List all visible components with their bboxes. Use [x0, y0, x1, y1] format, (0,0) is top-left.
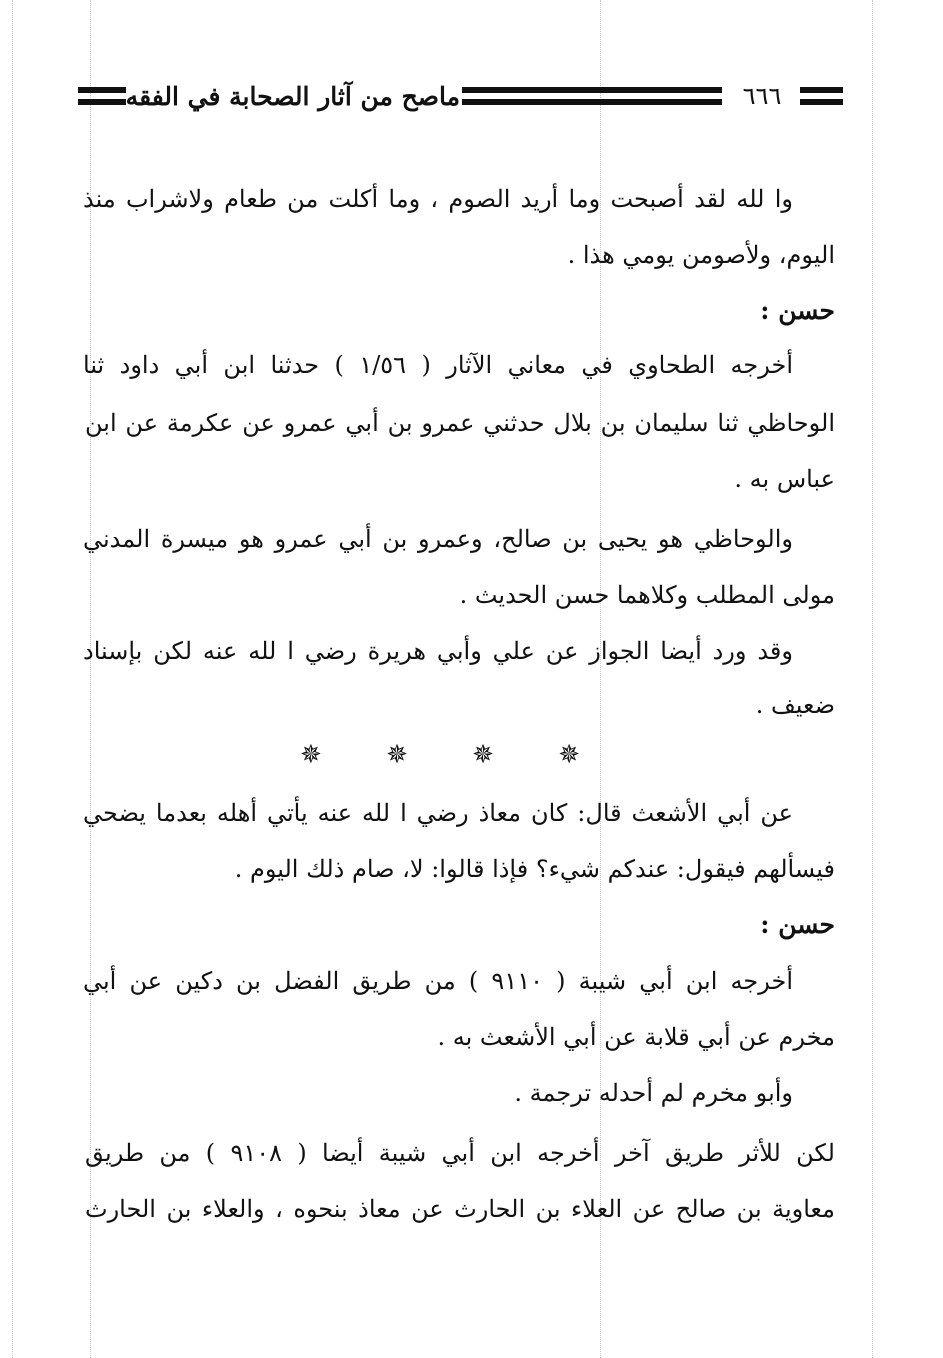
text-line: الوحاظي ثنا سليمان بن بلال حدثني عمرو بن أبي عمرو عن عكرمة عن ابن	[85, 409, 835, 437]
header-rule	[800, 99, 843, 105]
text-line: أخرجه ابن أبي شيبة ( ٩١١٠ ) من طريق الفضل بن دكين عن أبي	[83, 967, 793, 995]
text-line: معاوية بن صالح عن العلاء بن الحارث عن معاذ بنحوه ، والعلاء بن الحارث	[85, 1195, 835, 1223]
star-ornament: ✵	[386, 740, 408, 770]
star-ornament: ✵	[472, 740, 494, 770]
text-line: فيسألهم فيقول: عندكم شيء؟ فإذا قالوا: لا، صام ذلك اليوم .	[234, 855, 835, 883]
text-line: اليوم، ولأصومن يومي هذا .	[567, 241, 835, 269]
star-ornament: ✵	[558, 740, 580, 770]
header-rule	[800, 87, 843, 93]
text-line: لكن للأثر طريق آخر أخرجه ابن أبي شيبة أيضا ( ٩١٠٨ ) من طريق	[85, 1139, 835, 1167]
section-heading: حسن :	[760, 296, 835, 325]
section-heading: حسن :	[760, 910, 835, 939]
page-number: ٦٦٦	[742, 82, 782, 110]
text-line: مخرم عن أبي قلابة عن أبي الأشعث به .	[437, 1023, 835, 1051]
text-line: وقد ورد أيضا الجواز عن علي وأبي هريرة رضي ا لله عنه لكن بإسناد	[83, 637, 793, 665]
text-line: ضعيف .	[755, 691, 835, 719]
text-line: أخرجه الطحاوي في معاني الآثار ( ١/٥٦ ) حدثنا ابن أبي داود ثنا	[83, 351, 794, 379]
text-line: وا لله لقد أصبحت وما أريد الصوم ، وما أكلت من طعام ولاشراب منذ	[83, 185, 793, 213]
page-header	[78, 82, 843, 122]
header-rule	[462, 99, 722, 105]
running-title: ماصح من آثار الصحابة في الفقه	[125, 82, 460, 111]
star-ornament: ✵	[300, 740, 322, 770]
text-line: وأبو مخرم لم أحدله ترجمة .	[514, 1079, 793, 1107]
text-line: عباس به .	[734, 465, 835, 493]
text-line: والوحاظي هو يحيى بن صالح، وعمرو بن أبي عمرو هو ميسرة المدني	[83, 525, 794, 553]
text-line: مولى المطلب وكلاهما حسن الحديث .	[459, 581, 835, 609]
scan-guide-line	[12, 0, 13, 1358]
header-rule	[462, 87, 722, 93]
header-rule	[78, 87, 126, 93]
header-rule	[78, 99, 126, 105]
text-line: عن أبي الأشعث قال: كان معاذ رضي ا لله عنه يأتي أهله بعدما يضحي	[83, 799, 793, 827]
section-separator	[300, 740, 580, 770]
scan-guide-line	[872, 0, 873, 1358]
